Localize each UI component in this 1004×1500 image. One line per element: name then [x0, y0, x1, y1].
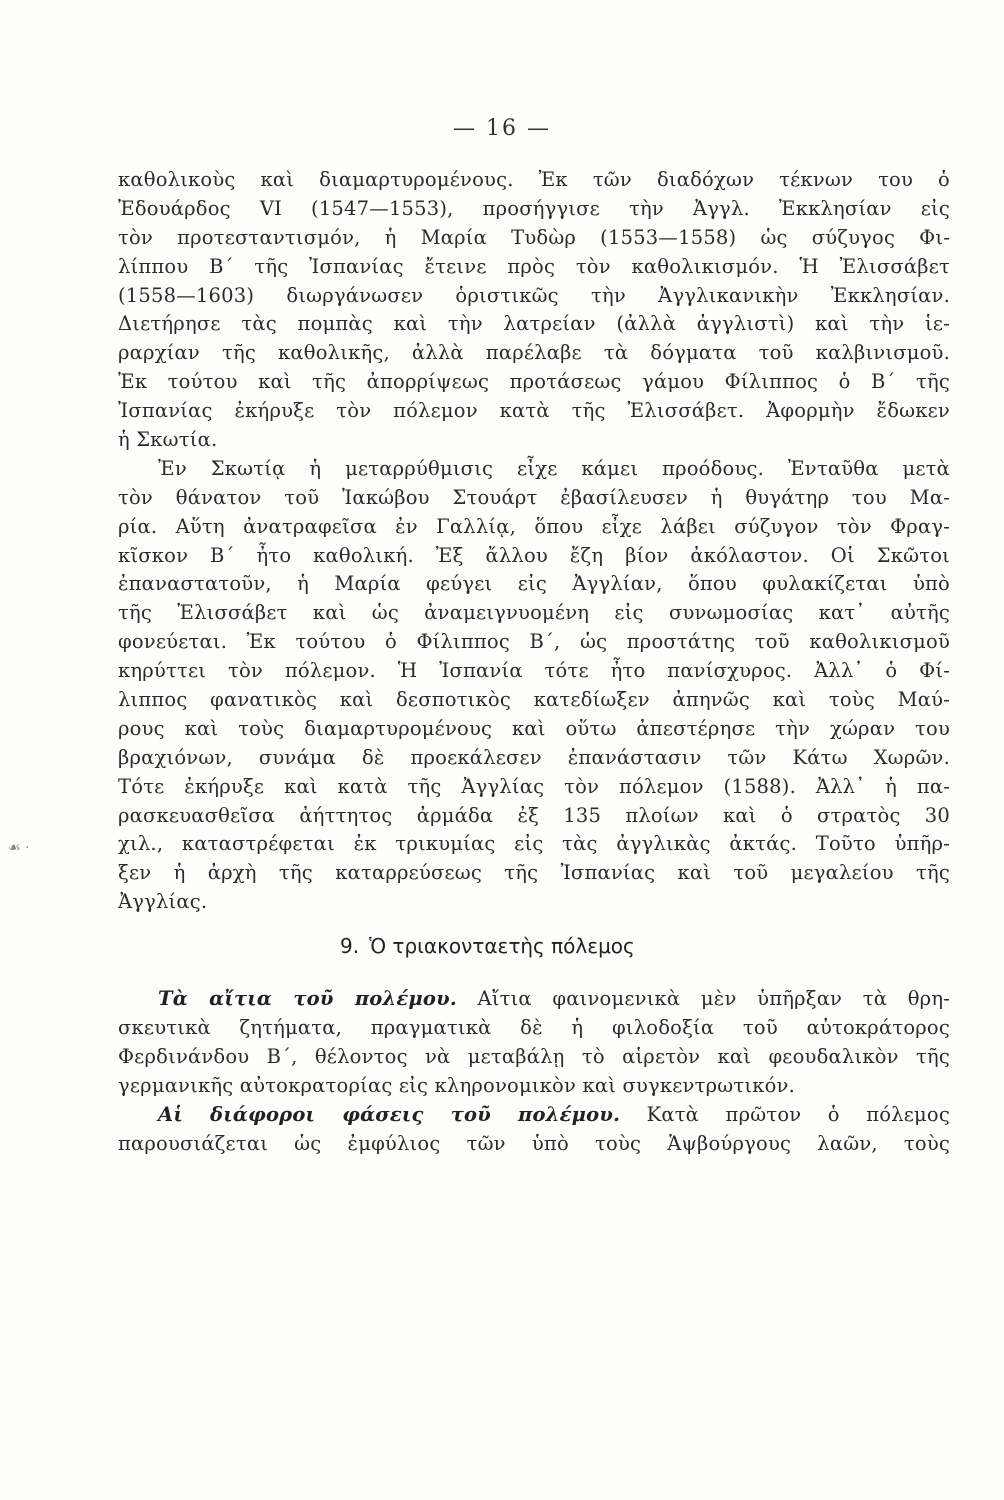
text-line: Ἰσπανίας ἐκήρυξε τὸν πόλεμον κατὰ τῆς Ἐλισσάβετ. Ἀφορμὴν ἔδωκεν — [118, 399, 950, 423]
paragraph-label: Τὰ αἴτια τοῦ πολέμου. — [158, 987, 457, 1011]
text-span: Κατὰ πρῶτον ὁ πόλεμος — [646, 1102, 950, 1126]
text-line: τῆς Ἐλισσάβετ καὶ ὡς ἀναμειγνυομένη εἰς συνωμοσίας κατ᾽ αὐτῆς — [118, 601, 950, 625]
text-line: βραχιόνων, συνάμα δὲ προεκάλεσεν ἐπανάστασιν τῶν Κάτω Χωρῶν. — [118, 745, 950, 769]
text-line: ξεν ἡ ἀρχὴ τῆς καταρρεύσεως τῆς Ἰσπανίας καὶ τοῦ μεγαλείου τῆς — [118, 861, 950, 885]
text-line: χιλ., καταστρέφεται ἐκ τρικυμίας εἰς τὰς ἀγγλικὰς ἀκτάς. Τοῦτο ὑπῆρ- — [118, 832, 950, 856]
text-line: ρασκευασθεῖσα ἀήττητος ἀρμάδα ἐξ 135 πλοίων καὶ ὁ στρατὸς 30 — [118, 803, 950, 827]
text-span: Αἴτια φαινομενικὰ μὲν ὑπῆρξαν τὰ θρη- — [477, 987, 950, 1011]
text-line: Τότε ἐκήρυξε καὶ κατὰ τῆς Ἀγγλίας τὸν πόλεμον (1588). Ἀλλ᾽ ἡ πα- — [118, 774, 950, 798]
paragraph-2 — [118, 455, 950, 917]
text-line: Ἐκ τούτου καὶ τῆς ἀπορρίψεως προτάσεως γάμου Φίλιππος ὁ Β΄ τῆς — [118, 370, 950, 394]
text-line: Διετήρησε τὰς πομπὰς καὶ τὴν λατρείαν (ἀλλὰ ἀγγλιστὶ) καὶ τὴν ἱε- — [118, 312, 950, 336]
text-line: (1558—1603) διωργάνωσεν ὁριστικῶς τὴν Ἀγγλικανικὴν Ἐκκλησίαν. — [118, 283, 950, 307]
text-line: ἡ Σκωτία. — [118, 428, 218, 452]
text-line: γερμανικῆς αὐτοκρατορίας εἰς κληρονομικὸν καὶ συγκεντρωτικόν. — [118, 1073, 795, 1097]
text-line: τὸν προτεσταντισμόν, ἡ Μαρία Τυδὼρ (1553—1558) ὡς σύζυγος Φι- — [118, 225, 950, 249]
text-body — [118, 166, 950, 1159]
text-line: κηρύττει τὸν πόλεμον. Ἡ Ἰσπανία τότε ἦτο πανίσχυρος. Ἀλλ᾽ ὁ Φί- — [118, 659, 950, 683]
text-line: τὸν θάνατον τοῦ Ἰακώβου Στουάρτ ἐβασίλευσεν ἡ θυγάτηρ του Μα- — [118, 485, 950, 509]
text-line: κῖσκον Β΄ ἦτο καθολική. Ἐξ ἄλλου ἔζη βίον ἀκόλαστον. Οἱ Σκῶτοι — [118, 543, 950, 567]
text-line: Ἐδουάρδος VI (1547—1553), προσήγγισε τὴν Ἀγγλ. Ἐκκλησίαν εἰς — [118, 196, 950, 220]
text-line: λίππου Β΄ τῆς Ἰσπανίας ἔτεινε πρὸς τὸν καθολικισμόν. Ἡ Ἐλισσάβετ — [118, 254, 950, 278]
text-line: λιππος φανατικὸς καὶ δεσποτικὸς κατεδίωξεν ἀπηνῶς καὶ τοὺς Μαύ- — [118, 688, 950, 712]
text-line: καθολικοὺς καὶ διαμαρτυρομένους. Ἐκ τῶν διαδόχων τέκνων του ὁ — [118, 168, 950, 191]
text-line: σκευτικὰ ζητήματα, πραγματικὰ δὲ ἡ φιλοδοξία τοῦ αὐτοκράτορος — [118, 1016, 950, 1040]
section-title: Ὁ τριακονταετὴς πόλεμος — [369, 934, 635, 959]
paragraph-label: Αἱ διάφοροι φάσεις τοῦ πολέμου. — [158, 1102, 621, 1126]
text-line: ρία. Αὕτη ἀνατραφεῖσα ἐν Γαλλίᾳ, ὅπου εἶχε λάβει σύζυγον τὸν Φραγ- — [118, 514, 950, 538]
text-line: φονεύεται. Ἐκ τούτου ὁ Φίλιππος Β΄, ὡς προστάτης τοῦ καθολικισμοῦ — [118, 630, 950, 654]
text-line — [118, 1101, 950, 1130]
section-number: 9. — [340, 934, 360, 959]
section-heading — [118, 917, 950, 975]
text-line: ρους καὶ τοὺς διαμαρτυρομένους καὶ οὕτω ἀπεστέρησε τὴν χώραν του — [118, 716, 950, 740]
text-line: ἐπαναστατοῦν, ἡ Μαρία φεύγει εἰς Ἀγγλίαν, ὅπου φυλακίζεται ὑπὸ — [118, 572, 950, 596]
margin-mark: ☙ · — [8, 840, 30, 856]
text-line: παρουσιάζεται ὡς ἐμφύλιος τῶν ὑπὸ τοὺς Ἁψβούργους λαῶν, τοὺς — [118, 1131, 950, 1155]
text-line: Φερδινάνδου Β΄, θέλοντος νὰ μεταβάλῃ τὸ αἱρετὸν καὶ φεουδαλικὸν τῆς — [118, 1044, 950, 1068]
text-line: ραρχίαν τῆς καθολικῆς, ἀλλὰ παρέλαβε τὰ δόγματα τοῦ καλβινισμοῦ. — [118, 341, 950, 365]
text-line: Ἀγγλίας. — [118, 890, 208, 914]
paragraph-4 — [118, 1101, 950, 1159]
text-line — [118, 985, 950, 1014]
page-number: — 16 — — [453, 116, 551, 141]
spacer — [118, 975, 950, 985]
paragraph-3 — [118, 985, 950, 1101]
paragraph-1 — [118, 166, 950, 455]
text-line: Ἐν Σκωτίᾳ ἡ μεταρρύθμισις εἶχε κάμει προόδους. Ἐνταῦθα μετὰ — [158, 456, 950, 480]
